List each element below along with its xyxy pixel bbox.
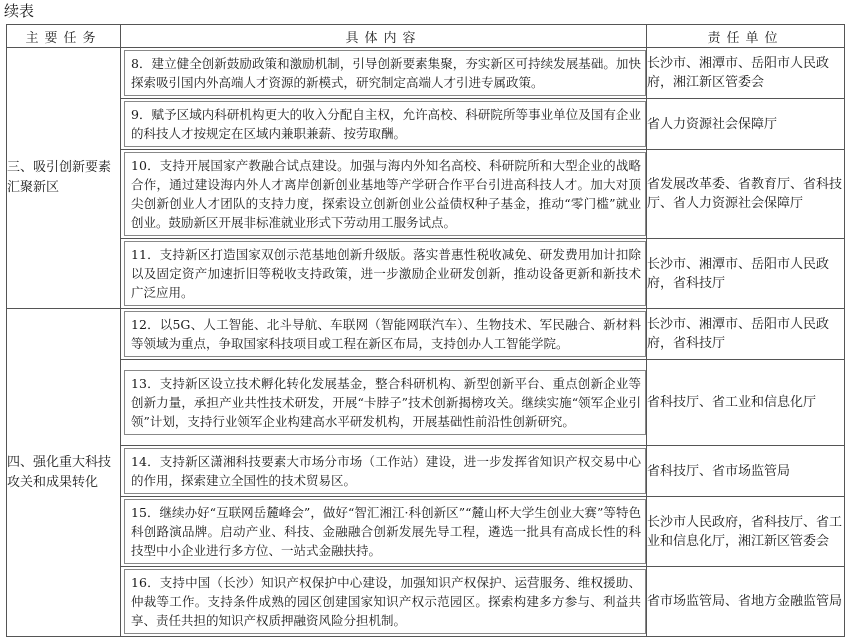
- content-cell: 8．建立健全创新鼓励政策和激励机制，引导创新要素集聚，夯实新区可持续发展基础。加快探索吸引国内外高端人才资源的新模式，研究制定高端人才引进专属政策。: [124, 50, 646, 96]
- content-cell: 16．支持中国（长沙）知识产权保护中心建设，加强知识产权保护、运营服务、维权援助、仲裁等工作。支持条件成熟的园区创建国家知识产权示范园区。探索构建多方参与、利益共享、责任共担的知识产权质押融资风险分担机制。: [124, 569, 646, 634]
- unit-cell: 省发展改革委、省教育厅、省科技厅、省人力资源社会保障厅: [647, 150, 845, 239]
- content-cell: 14．支持新区潇湘科技要素大市场分市场（工作站）建设，进一步发挥省知识产权交易中心的作用，探索建立全国性的技术贸易区。: [124, 448, 646, 494]
- table-header-row: [7, 25, 845, 48]
- header-main-task: 主要任务: [7, 25, 121, 48]
- content-cell: 12．以5G、人工智能、北斗导航、车联网（智能网联汽车）、生物技术、军民融合、新材料等领域为重点，争取国家科技项目或工程在新区布局，支持创办人工智能学院。: [124, 311, 646, 357]
- unit-cell: 省人力资源社会保障厅: [647, 99, 845, 150]
- table-row: [7, 239, 845, 309]
- content-cell: 10．支持开展国家产教融合试点建设。加强与海内外知名高校、科研院所和大型企业的战略合作，通过建设海内外人才离岸创新创业基地等产学研合作平台引进高科技人才。加大对顶尖创新创业人才团队的支持力度，探索设立创新创业公益债权种子基金，推动“零门槛”就业创业。鼓励新区开展非标准就业形式下劳动用工服务试点。: [124, 152, 646, 236]
- table-caption: 续表: [4, 2, 35, 20]
- table-row: [7, 360, 845, 446]
- content-cell: 11．支持新区打造国家双创示范基地创新升级版。落实普惠性税收减免、研发费用加计扣除以及固定资产加速折旧等税收支持政策，进一步激励企业研发创新，推动设备更新和新技术广泛应用。: [124, 241, 646, 306]
- table-row: [7, 497, 845, 567]
- unit-cell: 省科技厅、省市场监管局: [647, 446, 845, 497]
- table-row: [7, 150, 845, 239]
- unit-cell: 长沙市、湘潭市、岳阳市人民政府，省科技厅: [647, 239, 845, 309]
- header-content: 具体内容: [121, 25, 647, 48]
- table-row: [7, 99, 845, 150]
- unit-cell: 省科技厅、省工业和信息化厅: [647, 360, 845, 446]
- category-tech-transfer: 四、强化重大科技攻关和成果转化: [7, 309, 121, 637]
- table-row: [7, 48, 845, 99]
- header-responsible-unit: 责任单位: [647, 25, 845, 48]
- content-cell: 9．赋予区域内科研机构更大的收入分配自主权，允许高校、科研院所等事业单位及国有企业的科技人才按规定在区域内兼职兼薪、按劳取酬。: [124, 101, 646, 147]
- category-attract-innovation: 三、吸引创新要素汇聚新区: [7, 48, 121, 309]
- table-row: [7, 567, 845, 637]
- unit-cell: 省市场监管局、省地方金融监管局: [647, 567, 845, 637]
- content-cell: 13．支持新区设立技术孵化转化发展基金，整合科研机构、新型创新平台、重点创新企业等创新力量，承担产业共性技术研发，开展“卡脖子”技术创新揭榜攻关。继续实施“领军企业引领”计划，支持行业领军企业构建高水平研发机构，开展基础性前沿性创新研究。: [124, 370, 646, 435]
- task-table: [6, 24, 845, 637]
- content-cell: 15．继续办好“互联网岳麓峰会”，做好“智汇湘江·科创新区”“麓山杯大学生创业大赛”等特色科创路演品牌。启动产业、科技、金融融合创新发展先导工程，遴选一批具有高成长性的科技型中小企业进行多方位、一站式金融扶持。: [124, 499, 646, 564]
- unit-cell: 长沙市人民政府，省科技厅、省工业和信息化厅，湘江新区管委会: [647, 497, 845, 567]
- unit-cell: 长沙市、湘潭市、岳阳市人民政府，湘江新区管委会: [647, 48, 845, 99]
- unit-cell: 长沙市、湘潭市、岳阳市人民政府，省科技厅: [647, 309, 845, 360]
- table-row: [7, 446, 845, 497]
- table-row: [7, 309, 845, 360]
